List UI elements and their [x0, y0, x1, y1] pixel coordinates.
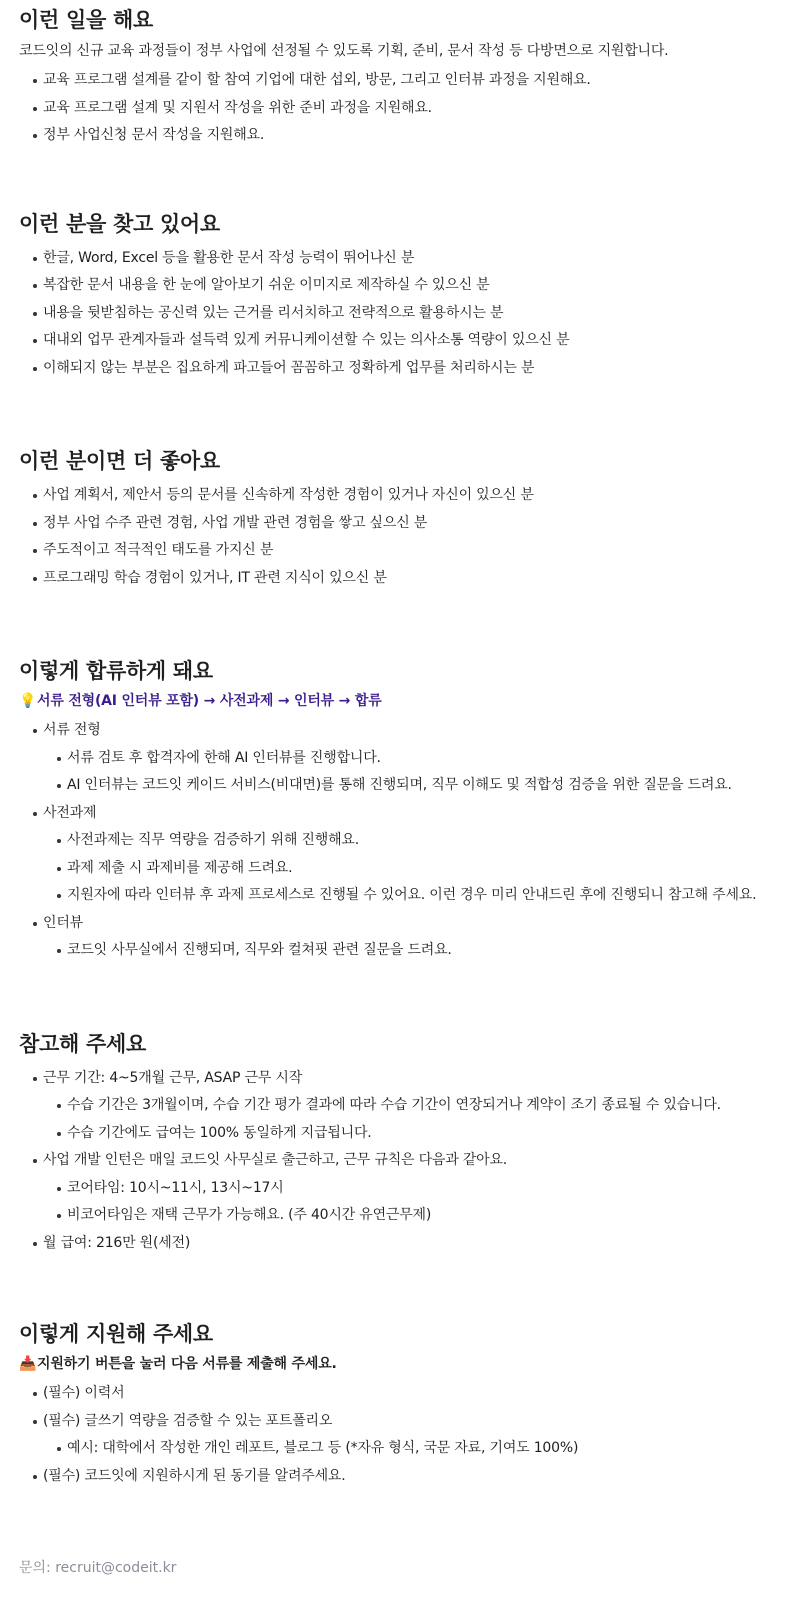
- sub-list: [31, 1092, 781, 1147]
- inbox-tray-icon: 📥: [19, 1356, 37, 1372]
- nested-list-wrapper: [31, 1175, 781, 1230]
- list-item: 정부 사업신청 문서 작성을 지원해요.: [31, 122, 781, 150]
- section-title-process: 이렇게 합류하게 돼요: [19, 659, 213, 683]
- section-work: [19, 0, 781, 150]
- sub-list-item: 수습 기간에도 급여는 100% 동일하게 지급됩니다.: [55, 1120, 781, 1148]
- list-item: [31, 910, 781, 938]
- work-intro: 코드잇의 신규 교육 과정들이 정부 사업에 선정될 수 있도록 기획, 준비, 문서 작성 등 다방면으로 지원합니다.: [19, 43, 669, 59]
- list-item: 사업 계획서, 제안서 등의 문서를 신속하게 작성한 경험이 있거나 자신이 있으신 분: [31, 482, 781, 510]
- sub-list-item: 수습 기간은 3개월이며, 수습 기간 평가 결과에 따라 수습 기간이 연장되거나 계약이 조기 종료될 수 있습니다.: [55, 1092, 781, 1120]
- list-item: (필수) 코드잇에 지원하시게 된 동기를 알려주세요.: [31, 1463, 781, 1491]
- sub-list-item: 지원자에 따라 인터뷰 후 과제 프로세스로 진행될 수 있어요. 이런 경우 미리 안내드린 후에 진행되니 참고해 주세요.: [55, 882, 781, 910]
- list-item: 교육 프로그램 설계 및 지원서 작성을 위한 준비 과정을 지원해요.: [31, 95, 781, 123]
- work-list: [19, 67, 781, 150]
- apply-list: [19, 1380, 781, 1490]
- sub-list: [31, 1435, 781, 1463]
- sub-list-item: 코드잇 사무실에서 진행되며, 직무와 컬쳐핏 관련 질문을 드려요.: [55, 937, 781, 965]
- section-title-work: 이런 일을 해요: [19, 8, 153, 32]
- lightbulb-icon: 💡: [19, 693, 37, 709]
- nested-list-wrapper: [31, 745, 781, 800]
- section-preferred: [19, 446, 781, 592]
- list-item: 이해되지 않는 부분은 집요하게 파고들어 꼼꼼하고 정확하게 업무를 처리하시는 분: [31, 355, 781, 383]
- section-title-preferred: 이런 분이면 더 좋아요: [19, 449, 220, 473]
- section-title-apply: 이렇게 지원해 주세요: [19, 1322, 213, 1346]
- nested-list-wrapper: [31, 827, 781, 910]
- nested-list-wrapper: [31, 1435, 781, 1463]
- list-item: 교육 프로그램 설계를 같이 할 참여 기업에 대한 섭외, 방문, 그리고 인터뷰 과정을 지원해요.: [31, 67, 781, 95]
- section-looking: [19, 209, 781, 383]
- list-item: 정부 사업 수주 관련 경험, 사업 개발 관련 경험을 쌓고 싶으신 분: [31, 510, 781, 538]
- looking-list: [19, 245, 781, 383]
- list-item: (필수) 이력서: [31, 1380, 781, 1408]
- sub-list: [31, 1175, 781, 1230]
- list-item: [31, 717, 781, 745]
- process-callout: [19, 691, 781, 711]
- nested-list-wrapper: [31, 937, 781, 965]
- sub-list-item: 서류 검토 후 합격자에 한해 AI 인터뷰를 진행합니다.: [55, 745, 781, 773]
- list-item: [31, 800, 781, 828]
- nested-list-wrapper: [31, 1092, 781, 1147]
- section-apply: [19, 1319, 781, 1490]
- sub-list-item: 과제 제출 시 과제비를 제공해 드려요.: [55, 855, 781, 883]
- apply-callout: [19, 1354, 781, 1374]
- sub-list: [31, 745, 781, 800]
- list-item: (필수) 글쓰기 역량을 검증할 수 있는 포트폴리오: [31, 1408, 781, 1436]
- step-label: 서류 전형: [43, 722, 101, 738]
- list-item: 대내외 업무 관계자들과 설득력 있게 커뮤니케이션할 수 있는 의사소통 역량이 있으신 분: [31, 327, 781, 355]
- list-item: 월 급여: 216만 원(세전): [31, 1230, 781, 1258]
- apply-callout-text: 지원하기 버튼을 눌러 다음 서류를 제출해 주세요.: [37, 1356, 337, 1372]
- process-list: [19, 717, 781, 965]
- preferred-list: [19, 482, 781, 592]
- section-notes: [19, 1029, 781, 1258]
- list-item: 사업 개발 인턴은 매일 코드잇 사무실로 출근하고, 근무 규칙은 다음과 같아요.: [31, 1147, 781, 1175]
- list-item: 근무 기간: 4~5개월 근무, ASAP 근무 시작: [31, 1065, 781, 1093]
- list-item: 한글, Word, Excel 등을 활용한 문서 작성 능력이 뛰어나신 분: [31, 245, 781, 273]
- step-label: 인터뷰: [43, 914, 83, 931]
- sub-list-item: 사전과제는 직무 역량을 검증하기 위해 진행해요.: [55, 827, 781, 855]
- section-title-notes: 참고해 주세요: [19, 1031, 146, 1056]
- section-title-looking: 이런 분을 찾고 있어요: [19, 211, 220, 236]
- list-item: 주도적이고 적극적인 태도를 가지신 분: [31, 537, 781, 565]
- sub-list-item: 예시: 대학에서 작성한 개인 레포트, 블로그 등 (*자유 형식, 국문 자료, 기여도 100%): [55, 1435, 781, 1463]
- notes-list: [19, 1065, 781, 1258]
- sub-list-item: 비코어타임은 재택 근무가 가능해요. (주 40시간 유연근무제): [55, 1202, 781, 1230]
- sub-list-item: 코어타임: 10시~11시, 13시~17시: [55, 1175, 781, 1203]
- section-process: [19, 656, 781, 965]
- step-label: 사전과제: [43, 804, 97, 821]
- sub-list: [31, 827, 781, 910]
- sub-list-item: AI 인터뷰는 코드잇 케이드 서비스(비대면)를 통해 진행되며, 직무 이해도 및 적합성 검증을 위한 질문을 드려요.: [55, 772, 781, 800]
- contact-info: 문의: recruit@codeit.kr: [19, 1560, 177, 1576]
- list-item: 프로그래밍 학습 경험이 있거나, IT 관련 지식이 있으신 분: [31, 565, 781, 593]
- list-item: 복잡한 문서 내용을 한 눈에 알아보기 쉬운 이미지로 제작하실 수 있으신 분: [31, 272, 781, 300]
- sub-list: [31, 937, 781, 965]
- process-steps-text: 서류 전형(AI 인터뷰 포함) → 사전과제 → 인터뷰 → 합류: [37, 693, 382, 709]
- list-item: 내용을 뒷받침하는 공신력 있는 근거를 리서치하고 전략적으로 활용하시는 분: [31, 300, 781, 328]
